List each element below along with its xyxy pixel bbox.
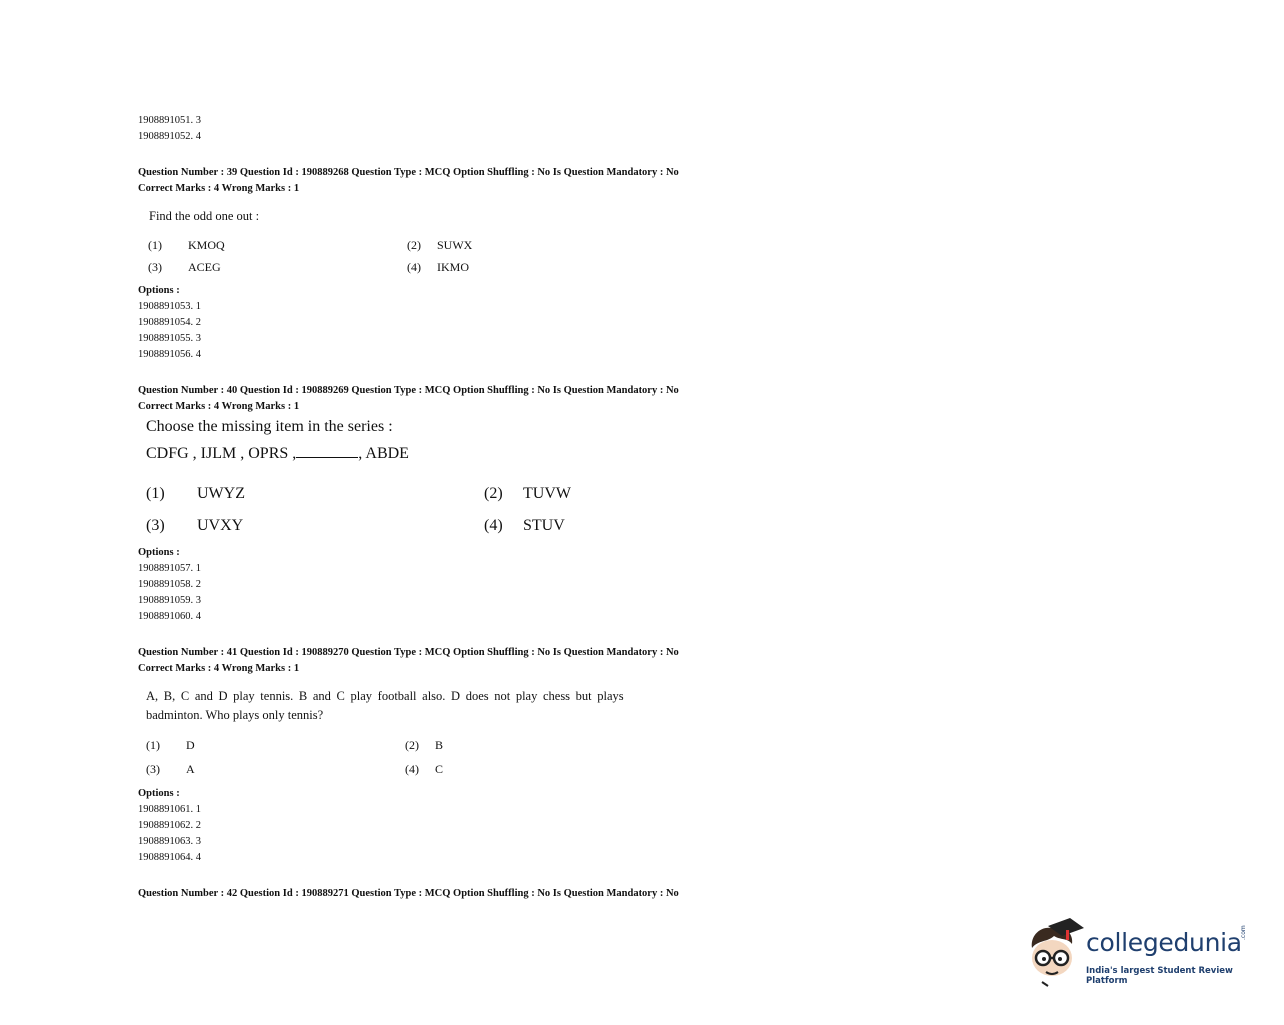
question-header: Question Number : 41 Question Id : 190889270 Question Type : MCQ Option Shuffling : No Is Question Mandatory : No bbox=[138, 647, 679, 658]
choice-value: SUWX bbox=[437, 238, 473, 252]
choice-number: (1) bbox=[146, 738, 160, 752]
option-id-line: 1908891064. 4 bbox=[138, 852, 201, 863]
option-id-line: 1908891060. 4 bbox=[138, 611, 201, 622]
choice-value: A bbox=[186, 762, 195, 776]
choice-number: (3) bbox=[146, 517, 165, 534]
question-header: Question Number : 39 Question Id : 190889268 Question Type : MCQ Option Shuffling : No Is Question Mandatory : No bbox=[138, 167, 679, 178]
choice-number: (3) bbox=[148, 260, 162, 274]
choice-number: (1) bbox=[146, 485, 165, 502]
option-id-line: 1908891063. 3 bbox=[138, 836, 201, 847]
option-id-line: 1908891053. 1 bbox=[138, 301, 201, 312]
options-label: Options : bbox=[138, 285, 180, 296]
options-label: Options : bbox=[138, 788, 180, 799]
option-id-line: 1908891062. 2 bbox=[138, 820, 201, 831]
series-start: CDFG , IJLM , OPRS , bbox=[146, 445, 297, 462]
question-header: Question Number : 42 Question Id : 190889271 Question Type : MCQ Option Shuffling : No Is Question Mandatory : No bbox=[138, 888, 679, 899]
option-id-line: 1908891058. 2 bbox=[138, 579, 201, 590]
option-id-line: 1908891052. 4 bbox=[138, 131, 201, 142]
choice-number: (2) bbox=[484, 485, 503, 502]
option-id-line: 1908891056. 4 bbox=[138, 349, 201, 360]
choice-value: STUV bbox=[523, 517, 565, 534]
option-id-line: 1908891061. 1 bbox=[138, 804, 201, 815]
option-id-line: 1908891051. 3 bbox=[138, 115, 201, 126]
choice-number: (3) bbox=[146, 762, 160, 776]
option-id-line: 1908891059. 3 bbox=[138, 595, 201, 606]
choice-value: UWYZ bbox=[197, 485, 245, 502]
question-text: badminton. Who plays only tennis? bbox=[146, 708, 324, 722]
option-id-line: 1908891055. 3 bbox=[138, 333, 201, 344]
logo-tagline: India's largest Student Review Platform bbox=[1086, 966, 1233, 986]
option-id-line: 1908891054. 2 bbox=[138, 317, 201, 328]
choice-value: IKMO bbox=[437, 260, 469, 274]
choice-number: (4) bbox=[484, 517, 503, 534]
choice-value: C bbox=[435, 762, 444, 776]
logo-com: .com bbox=[1240, 925, 1247, 940]
question-marks: Correct Marks : 4 Wrong Marks : 1 bbox=[138, 663, 300, 674]
question-marks: Correct Marks : 4 Wrong Marks : 1 bbox=[138, 183, 300, 194]
mascot-icon bbox=[1026, 918, 1086, 988]
option-id-line: 1908891057. 1 bbox=[138, 563, 201, 574]
logo-wordmark: collegedunia bbox=[1086, 928, 1242, 957]
options-label: Options : bbox=[138, 547, 180, 558]
collegedunia-logo bbox=[1026, 918, 1256, 988]
question-text: Find the odd one out : bbox=[149, 209, 260, 223]
choice-number: (2) bbox=[405, 738, 419, 752]
choice-value: D bbox=[186, 738, 195, 752]
choice-value: KMOQ bbox=[188, 238, 225, 252]
choice-value: UVXY bbox=[197, 517, 244, 534]
choice-number: (4) bbox=[405, 762, 419, 776]
question-series bbox=[146, 445, 409, 463]
series-end: , ABDE bbox=[358, 445, 409, 462]
choice-number: (2) bbox=[407, 238, 421, 252]
choice-value: ACEG bbox=[188, 260, 221, 274]
question-header: Question Number : 40 Question Id : 190889269 Question Type : MCQ Option Shuffling : No Is Question Mandatory : No bbox=[138, 385, 679, 396]
question-marks: Correct Marks : 4 Wrong Marks : 1 bbox=[138, 401, 300, 412]
choice-value: TUVW bbox=[523, 485, 571, 502]
question-text: Choose the missing item in the series : bbox=[146, 418, 393, 435]
choice-value: B bbox=[435, 738, 444, 752]
question-text: A, B, C and D play tennis. B and C play football also. D does not play chess but plays bbox=[146, 689, 624, 703]
choice-number: (1) bbox=[148, 238, 162, 252]
choice-number: (4) bbox=[407, 260, 421, 274]
series-blank bbox=[296, 447, 358, 458]
